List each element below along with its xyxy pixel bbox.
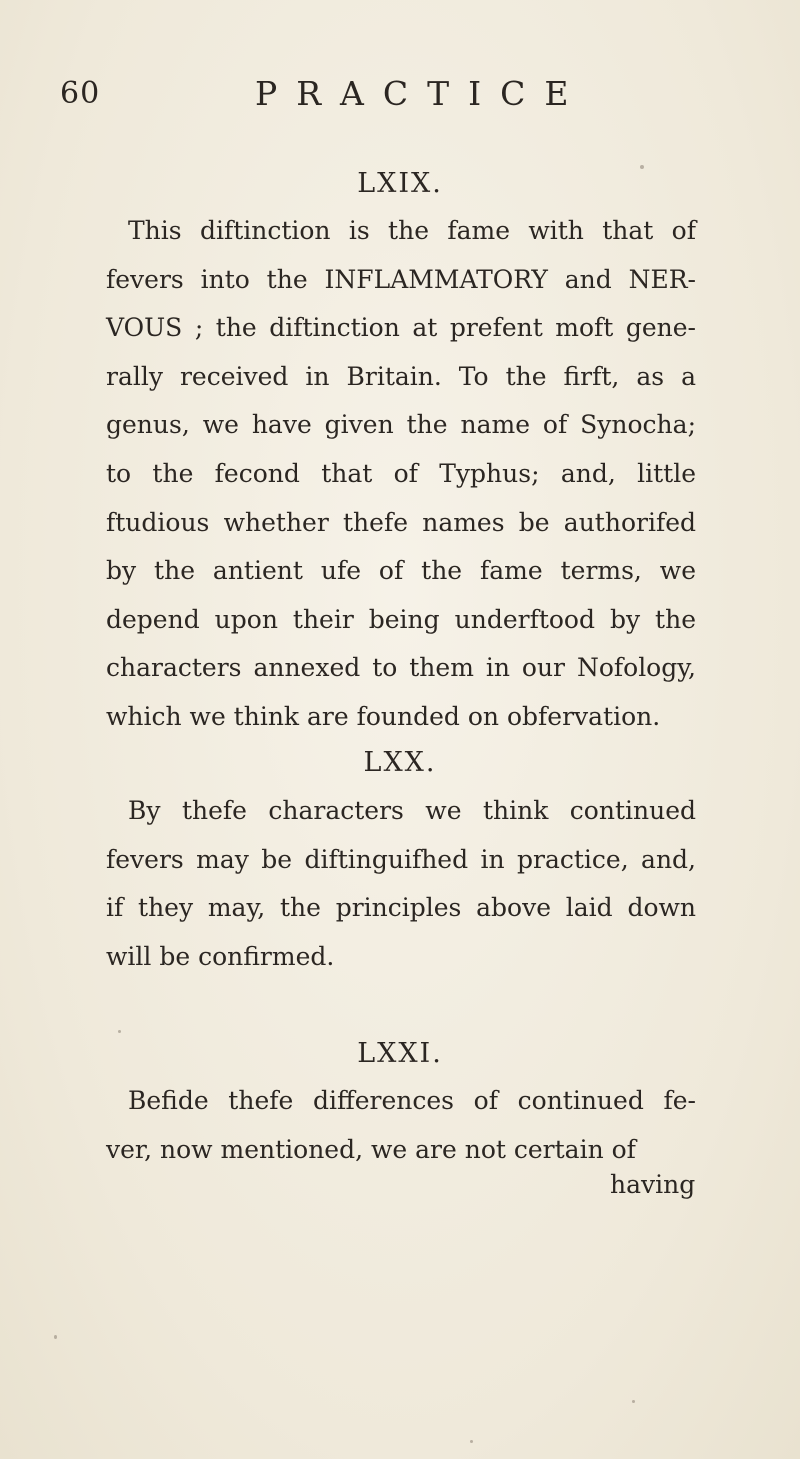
- text-line: if they may, the principles above laid down: [106, 893, 696, 923]
- text-line: which we think are founded on obfervation.: [106, 701, 661, 731]
- text-line: ftudious whether thefe names be authorifed: [106, 507, 696, 537]
- running-title: PRACTICE: [255, 74, 588, 113]
- paragraph-lxxi: [106, 1077, 696, 1174]
- text-line: rally received in Britain. To the firft, as a: [106, 361, 696, 391]
- text-line: to the fecond that of Typhus; and, little: [106, 458, 696, 488]
- text-line: VOUS ; the diftinction at prefent moft gene-: [106, 313, 696, 343]
- paragraph-lxx: [106, 787, 696, 981]
- text-line: By thefe characters we think continued: [128, 796, 696, 825]
- paper-speck: [640, 165, 644, 169]
- text-line: fevers may be diftinguifhed in practice, and,: [106, 844, 696, 874]
- paragraph-lxix: [106, 207, 696, 742]
- text-line: characters annexed to them in our Nofology,: [106, 653, 696, 683]
- paper-speck: [470, 1440, 473, 1443]
- text-line: depend upon their being underftood by the: [106, 604, 696, 634]
- section-heading-lxx: LXX.: [363, 747, 437, 778]
- section-heading-lxix: LXIX.: [357, 168, 443, 199]
- text-line: fevers into the INFLAMMATORY and NER-: [106, 264, 696, 294]
- text-line: by the antient ufe of the fame terms, we: [106, 556, 696, 586]
- text-line: Befide thefe differences of continued fe-: [128, 1086, 696, 1115]
- text-line: This diftinction is the fame with that of: [128, 216, 696, 245]
- paper-speck: [118, 1030, 121, 1033]
- running-head: [60, 70, 680, 120]
- text-line: will be confirmed.: [106, 941, 335, 971]
- page-number: 60: [60, 76, 101, 111]
- text-line: ver, now mentioned, we are not certain of: [106, 1134, 636, 1164]
- section-heading-lxxi: LXXI.: [357, 1038, 443, 1069]
- catchword: having: [610, 1170, 696, 1199]
- paper-speck: [54, 1335, 57, 1339]
- text-line: genus, we have given the name of Synocha;: [106, 410, 696, 440]
- paper-speck: [632, 1400, 635, 1403]
